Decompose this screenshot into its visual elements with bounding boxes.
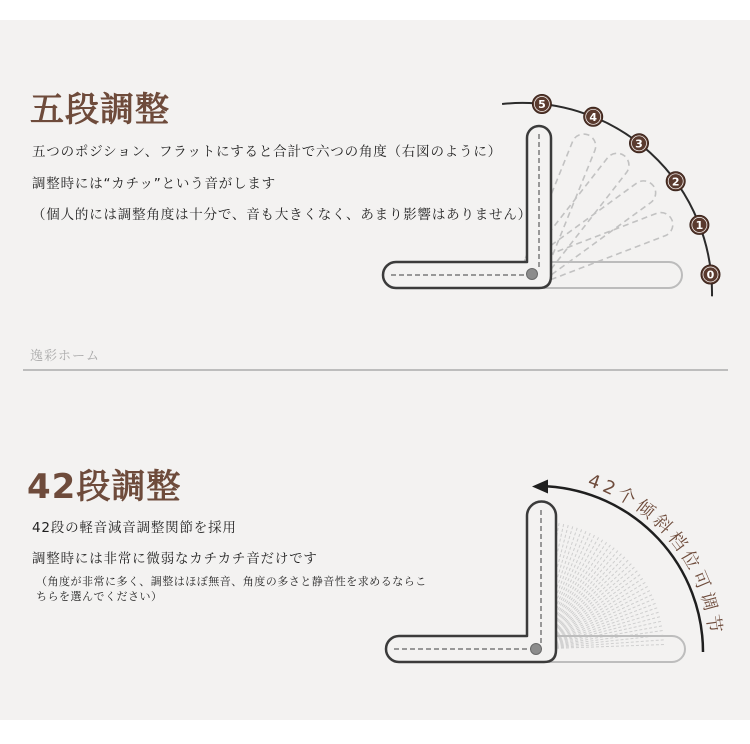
section2-line-2: 調整時には非常に微弱なカチカチ音だけです [32,551,318,567]
fan-line [551,562,633,635]
section1-line-2: 調整時には“カチッ”という音がします [32,176,276,192]
arc-label [585,470,725,638]
arrowhead-icon [532,480,548,494]
position-marker-0 [701,265,720,284]
position-marker-2 [666,172,685,191]
section2-line-1: 42段の軽音減音調整関節を採用 [32,520,237,536]
section-divider [23,369,728,371]
position-marker-4 [584,107,603,126]
fan-line [553,577,645,638]
marker-label: 0 [706,268,715,282]
five-step-diagram [383,95,720,297]
section2-title: 42段調整 [27,467,182,507]
section1-line-1: 五つのポジション、フラットにすると合計で六つの角度（右図のように） [32,144,502,160]
fan-line [550,555,626,634]
fan-line [550,559,629,635]
marker-label: 1 [695,218,704,232]
fan-line [555,616,661,644]
arc-label-text: 42个倾斜档位可调节 [585,470,726,639]
marker-label: 2 [671,175,680,189]
section2-note-1: （角度が非常に多く、調整はほぼ無音、角度の多さと静音性を求めるならこ [36,575,427,588]
position-marker-3 [630,134,649,153]
section2-note-2: ちらを選んでください） [36,590,163,603]
section1-title: 五段調整 [30,90,170,130]
marker-label: 5 [538,98,546,111]
brand-watermark: 逸彩ホーム [30,349,101,364]
forty-two-step-diagram [386,470,726,662]
marker-label: 3 [635,137,643,151]
position-marker-1 [690,215,709,234]
marker-label: 4 [589,110,598,124]
pivot-joint-2 [531,644,542,655]
fan-line [549,552,622,634]
position-marker-5 [532,95,551,114]
section1-line-3: （個人的には調整角度は十分で、音も大きくなく、あまり影響はありません） [32,207,532,223]
pivot-joint [527,269,538,280]
